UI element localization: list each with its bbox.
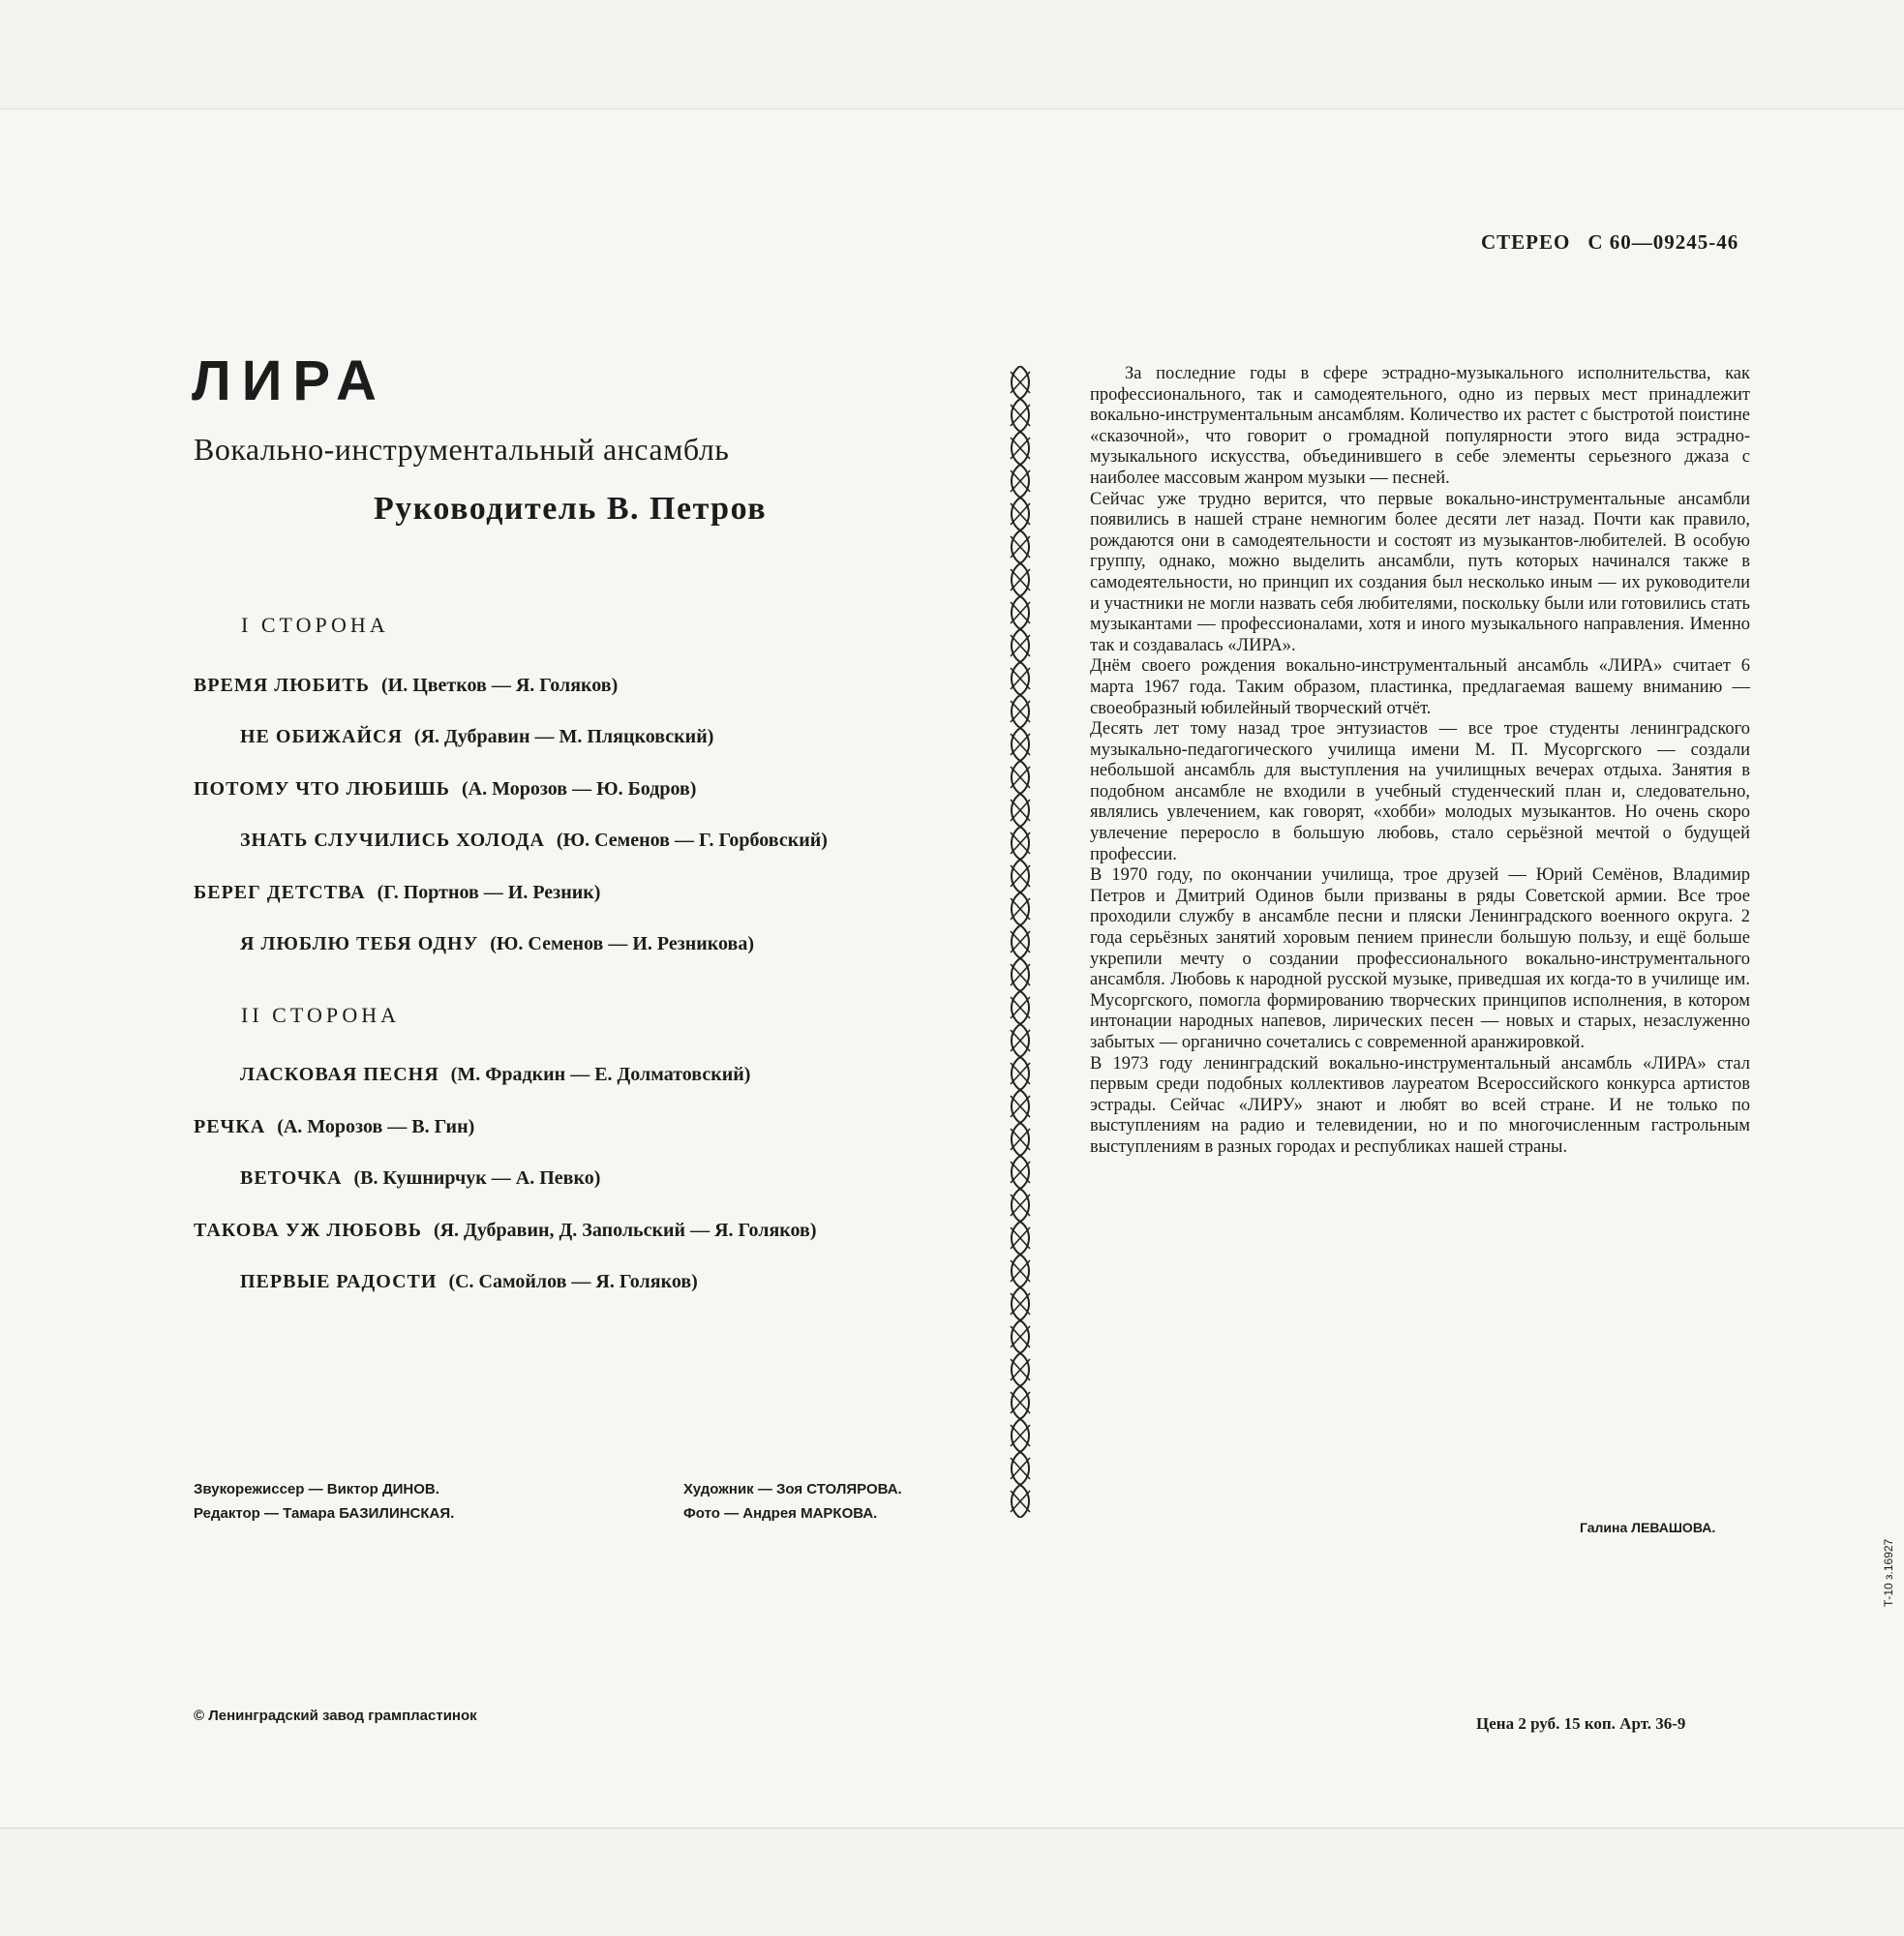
liner-author: Галина ЛЕВАШОВА. <box>1580 1520 1716 1535</box>
track-title: ТАКОВА УЖ ЛЮБОВЬ <box>194 1220 422 1241</box>
track-title: Я ЛЮБЛЮ ТЕБЯ ОДНУ <box>240 933 479 954</box>
album-title: ЛИРА <box>192 349 387 412</box>
track-list-item <box>194 675 618 697</box>
track-authors: (А. Морозов — В. Гин) <box>277 1116 475 1137</box>
track-title: БЕРЕГ ДЕТСТВА <box>194 882 366 903</box>
track-title: ПОТОМУ ЧТО ЛЮБИШЬ <box>194 778 450 800</box>
track-title: ПЕРВЫЕ РАДОСТИ <box>240 1271 438 1292</box>
side-one-heading: I СТОРОНА <box>241 613 389 637</box>
track-list-item <box>240 933 754 955</box>
stereo-label: СТЕРЕО <box>1481 230 1571 254</box>
track-list-item <box>240 1271 698 1293</box>
liner-paragraph: Днём своего рождения вокально-инструментальный ансамбль «ЛИРА» считает 6 марта 1967 года. Таким образом, пластинка, предлагаемая вашему вниманию — своеобразный юбилейный творческий отчёт. <box>1090 656 1750 718</box>
liner-paragraph: В 1970 году, по окончании училища, трое друзей — Юрий Семёнов, Владимир Петров и Дмитрий Одинов были призваны в ряды Советской армии. Все трое проходили службу в ансамбле песни и пляски Ленинградского военного округа. 2 года серьёзных занятий хоровым пением принесли большую пользу, и ещё больше укрепили мечту о создании профессионального вокально-инструментального ансамбля. Любовь к народной русской музыке, приведшая их когда-то в училище им. Мусоргского, помогла формированию творческих принципов исполнения, в котором интонации народных напевов, лирических песен — новых и старых, незаслуженно забытых — органично сочетались с современной аранжировкой. <box>1090 865 1750 1052</box>
side-two-heading: II СТОРОНА <box>241 1003 401 1027</box>
track-authors: (В. Кушнирчук — А. Певко) <box>353 1167 601 1189</box>
catalog-code: С 60—09245-46 <box>1587 230 1739 254</box>
track-list-item <box>194 1116 474 1138</box>
liner-paragraph: За последние годы в сфере эстрадно-музыкального исполнительства, как профессионального, так и самодеятельного, одно из первых мест принадлежит вокально-инструментальным ансамблям. Количество их растет с быстротой поистине «сказочной», что говорит о громадной популярности этого вида эстрадно-музыкального искусства, объединившего в себе элементы серьезного джаза с наиболее массовым жанром музыки — песней. <box>1090 364 1750 488</box>
track-authors: (Ю. Семенов — И. Резникова) <box>490 933 755 954</box>
track-authors: (И. Цветков — Я. Голяков) <box>380 675 619 696</box>
ornamental-divider <box>1008 366 1033 1518</box>
credit-sound-engineer: Звукорежиссер — Виктор ДИНОВ. <box>194 1481 439 1497</box>
catalog-number <box>1481 230 1738 255</box>
track-authors: (Г. Портнов — И. Резник) <box>377 882 601 903</box>
print-code: Т-10 з.16927 <box>1882 1538 1895 1607</box>
ensemble-director: Руководитель В. Петров <box>374 491 768 527</box>
album-subtitle: Вокально-инструментальный ансамбль <box>194 432 730 467</box>
track-authors: (Я. Дубравин — М. Пляцковский) <box>413 726 714 747</box>
price-label: Цена 2 руб. 15 коп. Арт. 36-9 <box>1476 1714 1686 1733</box>
track-authors: (А. Морозов — Ю. Бодров) <box>462 778 697 800</box>
track-list-item <box>240 1064 750 1086</box>
track-title: НЕ ОБИЖАЙСЯ <box>240 726 403 747</box>
track-title: ЛАСКОВАЯ ПЕСНЯ <box>240 1064 439 1085</box>
track-authors: (С. Самойлов — Я. Голяков) <box>448 1271 698 1292</box>
track-title: ЗНАТЬ СЛУЧИЛИСЬ ХОЛОДА <box>240 830 545 851</box>
track-list-item <box>194 778 696 801</box>
liner-paragraph: Сейчас уже трудно верится, что первые вокально-инструментальные ансамбли появились в нашей стране немногим более десяти лет назад. Почти как правило, рождаются они в самодеятельности и состоят из музыкантов-любителей. В особую группу, однако, можно выделить ансамбли, путь которых начинался также в самодеятельности, но принцип их создания был несколько иным — их руководители и участники не могли назвать себя любителями, поскольку были или готовились стать музыкантами — профессионалами, хотя и иного музыкального направления. Именно так и создавалась «ЛИРА». <box>1090 489 1750 655</box>
liner-notes <box>1090 364 1750 1159</box>
track-list-item <box>240 726 713 748</box>
track-title: РЕЧКА <box>194 1116 266 1137</box>
track-authors: (М. Фрадкин — Е. Долматовский) <box>450 1064 751 1085</box>
credit-photo: Фото — Андрея МАРКОВА. <box>683 1505 878 1522</box>
credit-artist: Художник — Зоя СТОЛЯРОВА. <box>683 1481 902 1497</box>
track-title: ВРЕМЯ ЛЮБИТЬ <box>194 675 370 696</box>
track-list-item <box>240 830 828 852</box>
factory-copyright: © Ленинградский завод грампластинок <box>194 1708 477 1724</box>
track-list-item <box>194 1220 817 1242</box>
track-authors: (Ю. Семенов — Г. Горбовский) <box>556 830 828 851</box>
track-authors: (Я. Дубравин, Д. Запольский — Я. Голяков) <box>433 1220 817 1241</box>
track-title: ВЕТОЧКА <box>240 1167 343 1189</box>
credit-editor: Редактор — Тамара БАЗИЛИНСКАЯ. <box>194 1505 455 1522</box>
track-list-item <box>240 1167 600 1190</box>
liner-paragraph: В 1973 году ленинградский вокально-инструментальный ансамбль «ЛИРА» стал первым среди подобных коллективов лауреатом Всероссийского конкурса артистов эстрады. Сейчас «ЛИРУ» знают и любят во всей стране. И не только по выступлениям на радио и телевидении, но и по многочисленным гастрольным выступлениям в разных городах и республиках нашей страны. <box>1090 1053 1750 1157</box>
liner-paragraph: Десять лет тому назад трое энтузиастов — все трое студенты ленинградского музыкально-педагогического училища имени М. П. Мусоргского — создали небольшой ансамбль для выступления на училищных вечерах отдыха. Занятия в подобном ансамбле не входили в учебный студенческий план и, следовательно, являлись увлечением, как говорят, «хобби» молодых музыкантов. Но очень скоро увлечение переросло в большую любовь, стало серьёзной мечтой о будущей профессии. <box>1090 719 1750 864</box>
track-list-item <box>194 882 600 904</box>
